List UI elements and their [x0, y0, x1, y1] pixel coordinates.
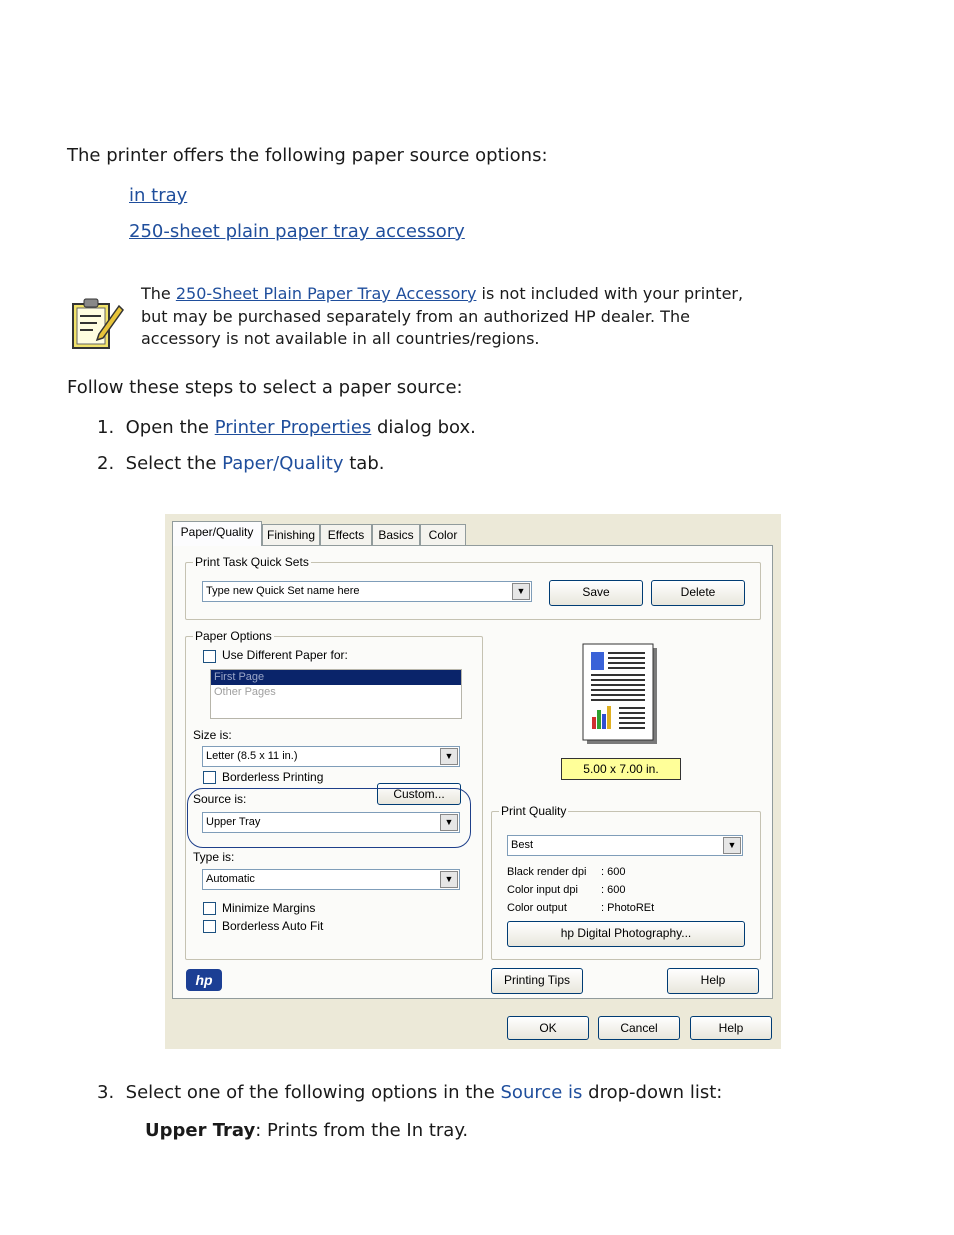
step-number: 1. — [97, 417, 115, 438]
steps-intro: Follow these steps to select a paper source: — [67, 377, 463, 398]
size-combo[interactable] — [202, 746, 460, 767]
use-different-paper-label: Use Different Paper for: — [222, 648, 348, 662]
other-pages-item[interactable]: Other Pages — [214, 686, 276, 698]
paper-options-label: Paper Options — [195, 629, 272, 643]
cancel-button[interactable]: Cancel — [598, 1016, 680, 1040]
note-prefix: The — [141, 284, 176, 303]
print-quality-value: Best — [511, 839, 534, 851]
borderless-auto-fit-checkbox[interactable] — [203, 920, 216, 933]
source-value: Upper Tray — [206, 816, 261, 828]
paper-size-readout: 5.00 x 7.00 in. — [561, 758, 681, 780]
source-combo[interactable] — [202, 812, 460, 833]
hp-logo: hp — [186, 969, 222, 991]
help-button[interactable]: Help — [690, 1016, 772, 1040]
paper-quality-term: Paper/Quality — [222, 453, 344, 474]
quick-set-value: Type new Quick Set name here — [206, 585, 360, 597]
minimize-margins-checkbox[interactable] — [203, 902, 216, 915]
printing-tips-button[interactable]: Printing Tips — [491, 968, 583, 994]
note-clipboard-icon — [71, 296, 125, 350]
ok-button[interactable]: OK — [507, 1016, 589, 1040]
dropdown-arrow-icon[interactable]: ▼ — [723, 837, 741, 854]
tab-finishing[interactable]: Finishing — [262, 524, 320, 545]
step-text: Select one of the following options in the — [125, 1082, 501, 1103]
dropdown-arrow-icon[interactable]: ▼ — [440, 748, 458, 765]
dropdown-arrow-icon[interactable]: ▼ — [440, 871, 458, 888]
page-listbox[interactable] — [210, 669, 462, 719]
save-button[interactable]: Save — [549, 580, 643, 606]
type-combo[interactable] — [202, 869, 460, 890]
size-label: Size is: — [193, 728, 232, 742]
note-accessory-link[interactable]: 250-Sheet Plain Paper Tray Accessory — [175, 284, 477, 303]
option-description: : Prints from the In tray. — [255, 1120, 469, 1141]
first-page-item[interactable]: First Page — [211, 670, 461, 685]
tab-effects[interactable]: Effects — [320, 524, 372, 545]
quick-sets-label: Print Task Quick Sets — [195, 555, 309, 569]
quality-row-value: : PhotoREt — [601, 902, 655, 914]
upper-tray-option — [145, 1120, 468, 1141]
type-value: Automatic — [206, 873, 255, 885]
step-text: Open the — [125, 417, 215, 438]
intro-text: The printer offers the following paper source options: — [67, 145, 548, 166]
tab-color[interactable]: Color — [420, 524, 466, 545]
quality-row-value: : 600 — [601, 884, 626, 896]
note-suffix: is not included with your printer, but may be purchased separately from an authorized HP dealer. The accessory is not available in all countries/regions. — [141, 284, 744, 348]
dropdown-arrow-icon[interactable]: ▼ — [440, 814, 458, 831]
minimize-margins-label: Minimize Margins — [222, 901, 316, 915]
tab-paper-quality[interactable]: Paper/Quality — [172, 521, 262, 546]
dropdown-arrow-icon[interactable]: ▼ — [512, 583, 530, 600]
step-number: 2. — [97, 453, 115, 474]
borderless-auto-fit-label: Borderless Auto Fit — [222, 919, 324, 933]
custom-button[interactable]: Custom... — [377, 783, 461, 805]
step-text: Select the — [125, 453, 223, 474]
digital-photography-button[interactable]: hp Digital Photography... — [507, 921, 745, 947]
tray-accessory-link[interactable]: 250-sheet plain paper tray accessory — [129, 221, 465, 242]
note-text — [141, 283, 751, 351]
step-text: tab. — [343, 453, 385, 474]
quality-row-key: Black render dpi — [507, 866, 587, 878]
quality-row-key: Color input dpi — [507, 884, 578, 896]
borderless-printing-label: Borderless Printing — [222, 770, 324, 784]
delete-button[interactable]: Delete — [651, 580, 745, 606]
printer-properties-dialog-screenshot — [165, 514, 781, 1049]
help-button-inner[interactable]: Help — [667, 968, 759, 994]
print-quality-label: Print Quality — [501, 804, 567, 818]
borderless-printing-checkbox[interactable] — [203, 771, 216, 784]
tab-panel — [172, 545, 773, 999]
quick-set-combo[interactable] — [202, 581, 532, 602]
page-preview-icon — [581, 642, 661, 746]
step-text: drop-down list: — [582, 1082, 723, 1103]
step-2 — [97, 453, 384, 474]
source-label: Source is: — [193, 792, 247, 806]
step-number: 3. — [97, 1082, 115, 1103]
in-tray-link[interactable]: in tray — [129, 185, 188, 206]
print-quality-combo[interactable] — [507, 835, 743, 856]
option-name: Upper Tray — [145, 1120, 256, 1141]
step-3 — [97, 1082, 722, 1103]
printer-properties-link[interactable]: Printer Properties — [214, 417, 372, 438]
size-value: Letter (8.5 x 11 in.) — [206, 750, 298, 762]
quality-row-value: : 600 — [601, 866, 626, 878]
type-label: Type is: — [193, 850, 235, 864]
step-text: dialog box. — [371, 417, 476, 438]
tab-basics[interactable]: Basics — [372, 524, 420, 545]
step-1 — [97, 417, 476, 438]
use-different-paper-checkbox[interactable] — [203, 650, 216, 663]
source-is-term: Source is — [500, 1082, 583, 1103]
quality-row-key: Color output — [507, 902, 567, 914]
